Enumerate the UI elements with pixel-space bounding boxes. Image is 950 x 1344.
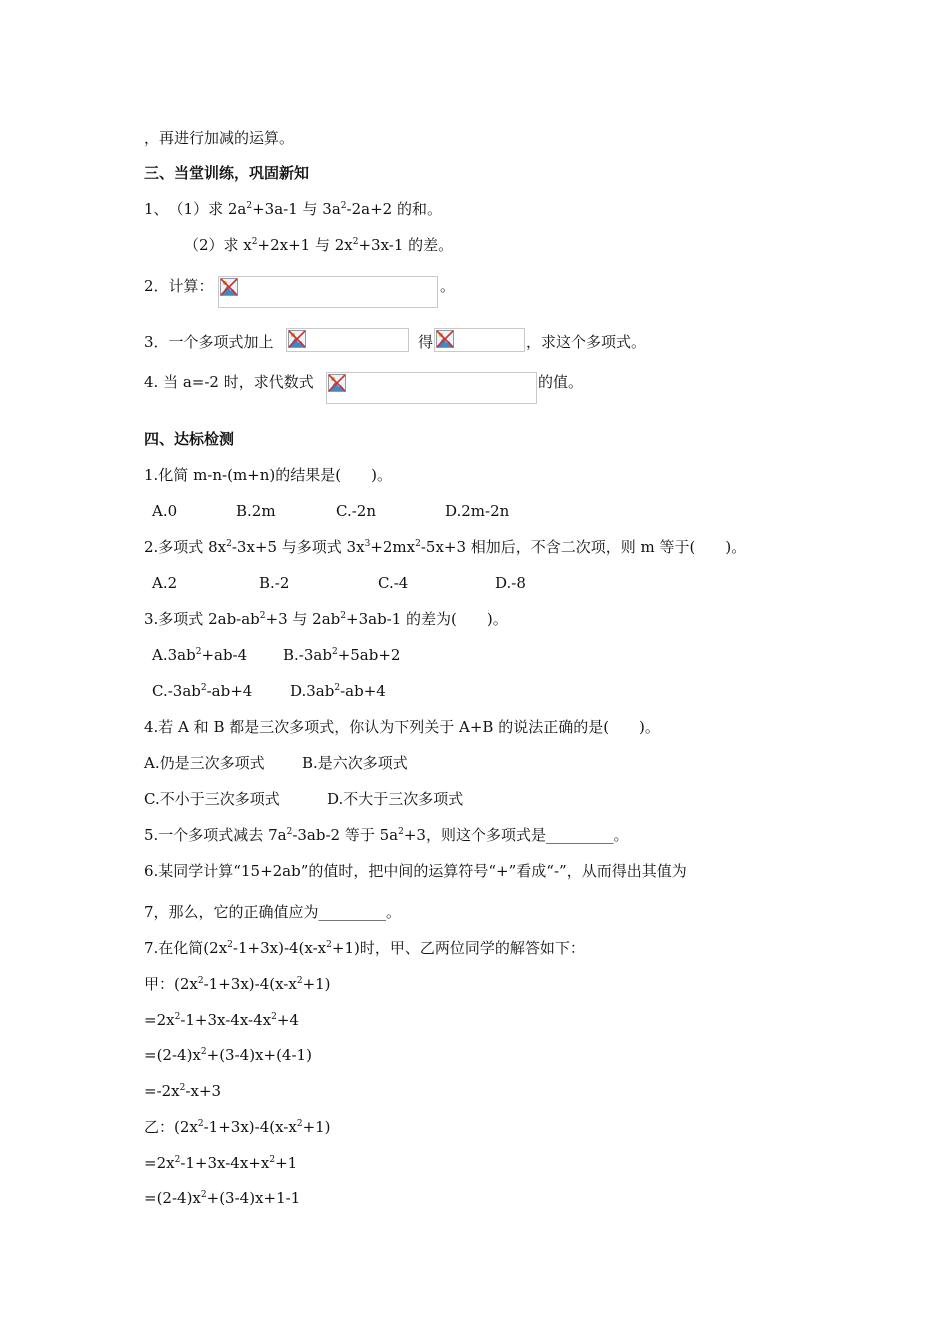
superscript: 2 xyxy=(200,683,207,693)
check-question-3 xyxy=(144,609,508,629)
formula-image-box xyxy=(286,328,409,352)
text: -1+3x-4x-4x xyxy=(180,1011,272,1029)
superscript: 2 xyxy=(269,1155,276,1165)
superscript: 2 xyxy=(286,827,293,837)
text: -ab+4 xyxy=(340,682,386,700)
text: =(2-4)x xyxy=(144,1046,201,1064)
text: +2mx xyxy=(370,538,416,556)
text: +1)时，甲、乙两位同学的解答如下： xyxy=(331,939,585,957)
solution-yi-line-3 xyxy=(144,1188,300,1208)
option-a: A.仍是三次多项式 xyxy=(144,754,265,772)
question-2-end: 。 xyxy=(440,277,456,295)
check-question-5 xyxy=(144,825,628,845)
text: -1+3x)-4(x-x xyxy=(203,1118,297,1136)
broken-image-icon xyxy=(436,330,454,348)
text: =2x xyxy=(144,1011,175,1029)
question-1a xyxy=(144,199,442,219)
superscript: 2 xyxy=(296,976,303,986)
superscript: 2 xyxy=(195,647,202,657)
solution-jia-line-4 xyxy=(144,1081,221,1101)
option-c: C.不小于三次多项式 xyxy=(144,790,280,808)
option-b: B.-2 xyxy=(259,574,290,592)
solution-jia-line-2 xyxy=(144,1010,299,1030)
text: +1) xyxy=(302,975,331,993)
text: 1、 （1）求 2a xyxy=(144,200,247,218)
superscript: 2 xyxy=(259,611,266,621)
text: 3.多项式 2ab-ab xyxy=(144,610,260,628)
text: -1+3x)-4(x-x xyxy=(232,939,327,957)
superscript: 2 xyxy=(174,1012,181,1022)
text: =2x xyxy=(144,1154,175,1172)
text: +1 xyxy=(275,1154,298,1172)
text: +4 xyxy=(276,1011,299,1029)
text: +2x+1 与 2x xyxy=(257,236,353,254)
superscript: 2 xyxy=(340,611,347,621)
superscript: 3 xyxy=(364,539,371,549)
check-question-1: 1.化简 m-n-(m+n)的结果是( )。 xyxy=(144,466,392,484)
superscript: 2 xyxy=(197,1119,204,1129)
superscript: 2 xyxy=(200,1190,207,1200)
question-4-label: 4. 当 a=-2 时，求代数式 xyxy=(144,373,314,391)
broken-image-icon xyxy=(328,374,346,392)
option-d: D.2m-2n xyxy=(445,502,510,520)
question-3-label: 3．一个多项式加上 xyxy=(144,333,274,351)
text: B.-3ab xyxy=(283,646,332,664)
superscript: 2 xyxy=(340,201,347,211)
text: （2）求 x xyxy=(184,236,252,254)
formula-image-box xyxy=(218,276,438,308)
section-heading-4: 四、达标检测 xyxy=(144,430,235,448)
text: 5.一个多项式减去 7a xyxy=(144,826,287,844)
formula-image-box xyxy=(434,328,525,352)
question-1b xyxy=(184,235,453,255)
superscript: 2 xyxy=(200,1047,207,1057)
text: 2.多项式 8x xyxy=(144,538,227,556)
broken-image-icon xyxy=(220,278,238,296)
text: -1+3x-4x+x xyxy=(180,1154,270,1172)
solution-yi-line-1 xyxy=(144,1117,331,1137)
superscript: 2 xyxy=(415,539,421,549)
option-b: B.是六次多项式 xyxy=(302,754,408,772)
text: -3ab-2 等于 5a xyxy=(292,826,399,844)
text: 乙：(2x xyxy=(144,1118,198,1136)
text: D.3ab xyxy=(290,682,335,700)
option-b: B.2m xyxy=(236,502,276,520)
option-d xyxy=(290,681,386,701)
solution-yi-line-2 xyxy=(144,1153,297,1173)
option-a: A.0 xyxy=(152,502,178,520)
check-question-4: 4.若 A 和 B 都是三次多项式，你认为下列关于 A+B 的说法正确的是( )。 xyxy=(144,718,660,736)
option-d: D.不大于三次多项式 xyxy=(327,790,464,808)
text: +ab-4 xyxy=(201,646,248,664)
check-question-6-cont: 7，那么，它的正确值应为_________。 xyxy=(144,903,402,921)
text: =-2x xyxy=(144,1082,180,1100)
question-3-mid: 得 xyxy=(418,333,434,351)
superscript: 2 xyxy=(226,539,232,549)
option-a xyxy=(152,645,247,665)
superscript: 2 xyxy=(296,1119,303,1129)
text: -3x+5 与多项式 3x xyxy=(231,538,365,556)
check-question-2 xyxy=(144,537,746,557)
text: +5ab+2 xyxy=(337,646,401,664)
solution-jia-line-3 xyxy=(144,1045,312,1065)
text: -1+3x)-4(x-x xyxy=(203,975,297,993)
text: +3a-1 与 3a xyxy=(252,200,341,218)
superscript: 2 xyxy=(326,940,332,950)
text: +3ab-1 的差为( )。 xyxy=(346,610,508,628)
check-question-7 xyxy=(144,938,585,958)
text: -x+3 xyxy=(185,1082,222,1100)
text: -2a+2 的和。 xyxy=(346,200,442,218)
superscript: 2 xyxy=(331,647,338,657)
text: +3，则这个多项式是_________。 xyxy=(403,826,629,844)
option-a: A.2 xyxy=(152,574,178,592)
superscript: 2 xyxy=(197,976,204,986)
section-heading-3: 三、当堂训练，巩固新知 xyxy=(144,164,310,182)
formula-image-box xyxy=(326,372,537,404)
text: 甲：(2x xyxy=(144,975,198,993)
option-c xyxy=(152,681,252,701)
question-3-end: ，求这个多项式。 xyxy=(526,333,647,351)
superscript: 2 xyxy=(227,940,233,950)
superscript: 2 xyxy=(174,1155,181,1165)
text: C.-3ab xyxy=(152,682,201,700)
text: -ab+4 xyxy=(206,682,253,700)
option-d: D.-8 xyxy=(495,574,526,592)
question-4-end: 的值。 xyxy=(538,373,584,391)
option-b xyxy=(283,645,400,665)
option-c: C.-4 xyxy=(378,574,409,592)
superscript: 2 xyxy=(271,1012,277,1022)
solution-jia-line-1 xyxy=(144,974,331,994)
text: +(3-4)x+1-1 xyxy=(206,1189,301,1207)
superscript: 2 xyxy=(179,1083,186,1093)
text: +3x-1 的差。 xyxy=(358,236,454,254)
option-c: C.-2n xyxy=(336,502,376,520)
superscript: 2 xyxy=(334,683,341,693)
superscript: 2 xyxy=(251,237,258,247)
text: +1) xyxy=(302,1118,331,1136)
text: +(3-4)x+(4-1) xyxy=(206,1046,312,1064)
superscript: 2 xyxy=(246,201,253,211)
superscript: 2 xyxy=(352,237,359,247)
broken-image-icon xyxy=(288,330,306,348)
question-2-label: 2．计算： xyxy=(144,277,214,295)
text: -5x+3 相加后，不含二次项，则 m 等于( )。 xyxy=(420,538,747,556)
superscript: 2 xyxy=(398,827,404,837)
text: 7.在化简(2x xyxy=(144,939,228,957)
text: +3 与 2ab xyxy=(265,610,341,628)
check-question-6: 6.某同学计算“15+2ab”的值时，把中间的运算符号“+”看成“-”，从而得出其值为 xyxy=(144,862,687,880)
text: A.3ab xyxy=(152,646,196,664)
text: =(2-4)x xyxy=(144,1189,201,1207)
text-line: ，再进行加减的运算。 xyxy=(144,129,295,147)
